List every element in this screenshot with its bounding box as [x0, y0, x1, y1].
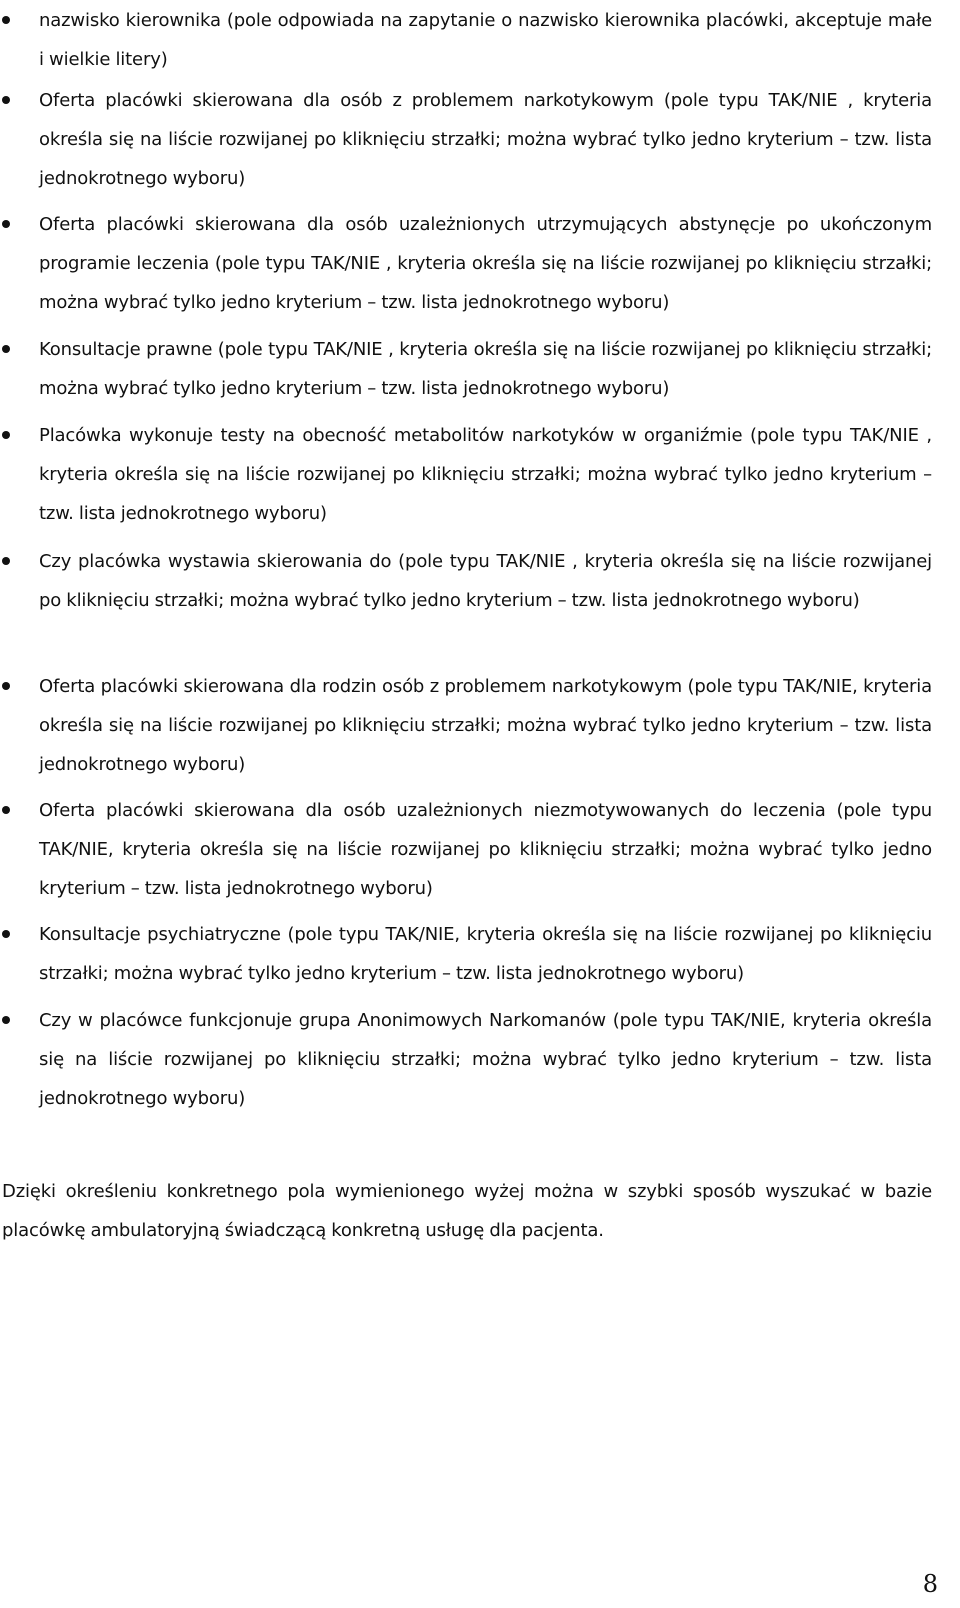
list-item-text: Konsultacje prawne (pole typu TAK/NIE , kryteria określa się na liście rozwijanej po kliknięciu strzałki; można wybrać tylko jedno kryterium – tzw. lista jednokrotnego wyboru): [39, 339, 932, 399]
bullet-icon: [2, 96, 10, 104]
list-item-text: Oferta placówki skierowana dla osób uzależnionych utrzymujących abstynęcje po ukończonym programie leczenia (pole typu TAK/NIE , kryteria określa się na liście rozwijanej po kliknięciu strzałki; można wybrać tylko jedno kryterium – tzw. lista jednokrotnego wyboru): [39, 214, 932, 313]
bullet-icon: [2, 220, 10, 228]
list-item-text: Placówka wykonuje testy na obecność metabolitów narkotyków w organiźmie (pole typu TAK/NIE , kryteria określa się na liście rozwijanej po kliknięciu strzałki; można wybrać tylko jedno kryterium – tzw. lista jednokrotnego wyboru): [39, 425, 932, 524]
list-item-text: Oferta placówki skierowana dla osób uzależnionych niezmotywowanych do leczenia (pole typu TAK/NIE, kryteria określa się na liście rozwijanej po kliknięciu strzałki; można wybrać tylko jedno kryterium – tzw. lista jednokrotnego wyboru): [39, 800, 932, 899]
list-item-text: Oferta placówki skierowana dla osób z problemem narkotykowym (pole typu TAK/NIE , kryteria określa się na liście rozwijanej po kliknięciu strzałki; można wybrać tylko jedno kryterium – tzw. lista jednokrotnego wyboru): [39, 90, 932, 189]
bullet-icon: [2, 431, 10, 439]
bullet-icon: [2, 806, 10, 814]
page-number: 8: [922, 1570, 938, 1598]
bullet-icon: [2, 682, 10, 690]
list-item-text: nazwisko kierownika (pole odpowiada na zapytanie o nazwisko kierownika placówki, akceptuje małe i wielkie litery): [39, 10, 932, 70]
bullet-icon: [2, 16, 10, 24]
list-item-text: Oferta placówki skierowana dla rodzin osób z problemem narkotykowym (pole typu TAK/NIE, kryteria określa się na liście rozwijanej po kliknięciu strzałki; można wybrać tylko jedno kryterium – tzw. lista jednokrotnego wyboru): [39, 676, 932, 775]
closing-paragraph: Dzięki określeniu konkretnego pola wymienionego wyżej można w szybki sposób wyszukać w bazie placówkę ambulatoryjną świadczącą konkretną usługę dla pacjenta.: [2, 1181, 932, 1241]
list-item-text: Konsultacje psychiatryczne (pole typu TAK/NIE, kryteria określa się na liście rozwijanej po kliknięciu strzałki; można wybrać tylko jedno kryterium – tzw. lista jednokrotnego wyboru): [39, 924, 932, 984]
list-item-text: Czy w placówce funkcjonuje grupa Anonimowych Narkomanów (pole typu TAK/NIE, kryteria określa się na liście rozwijanej po kliknięciu strzałki; można wybrać tylko jedno kryterium – tzw. lista jednokrotnego wyboru): [39, 1010, 932, 1109]
bullet-icon: [2, 1016, 10, 1024]
bullet-icon: [2, 345, 10, 353]
bullet-icon: [2, 930, 10, 938]
list-item-text: Czy placówka wystawia skierowania do (pole typu TAK/NIE , kryteria określa się na liście rozwijanej po kliknięciu strzałki; można wybrać tylko jedno kryterium – tzw. lista jednokrotnego wyboru): [39, 551, 932, 611]
bullet-icon: [2, 557, 10, 565]
